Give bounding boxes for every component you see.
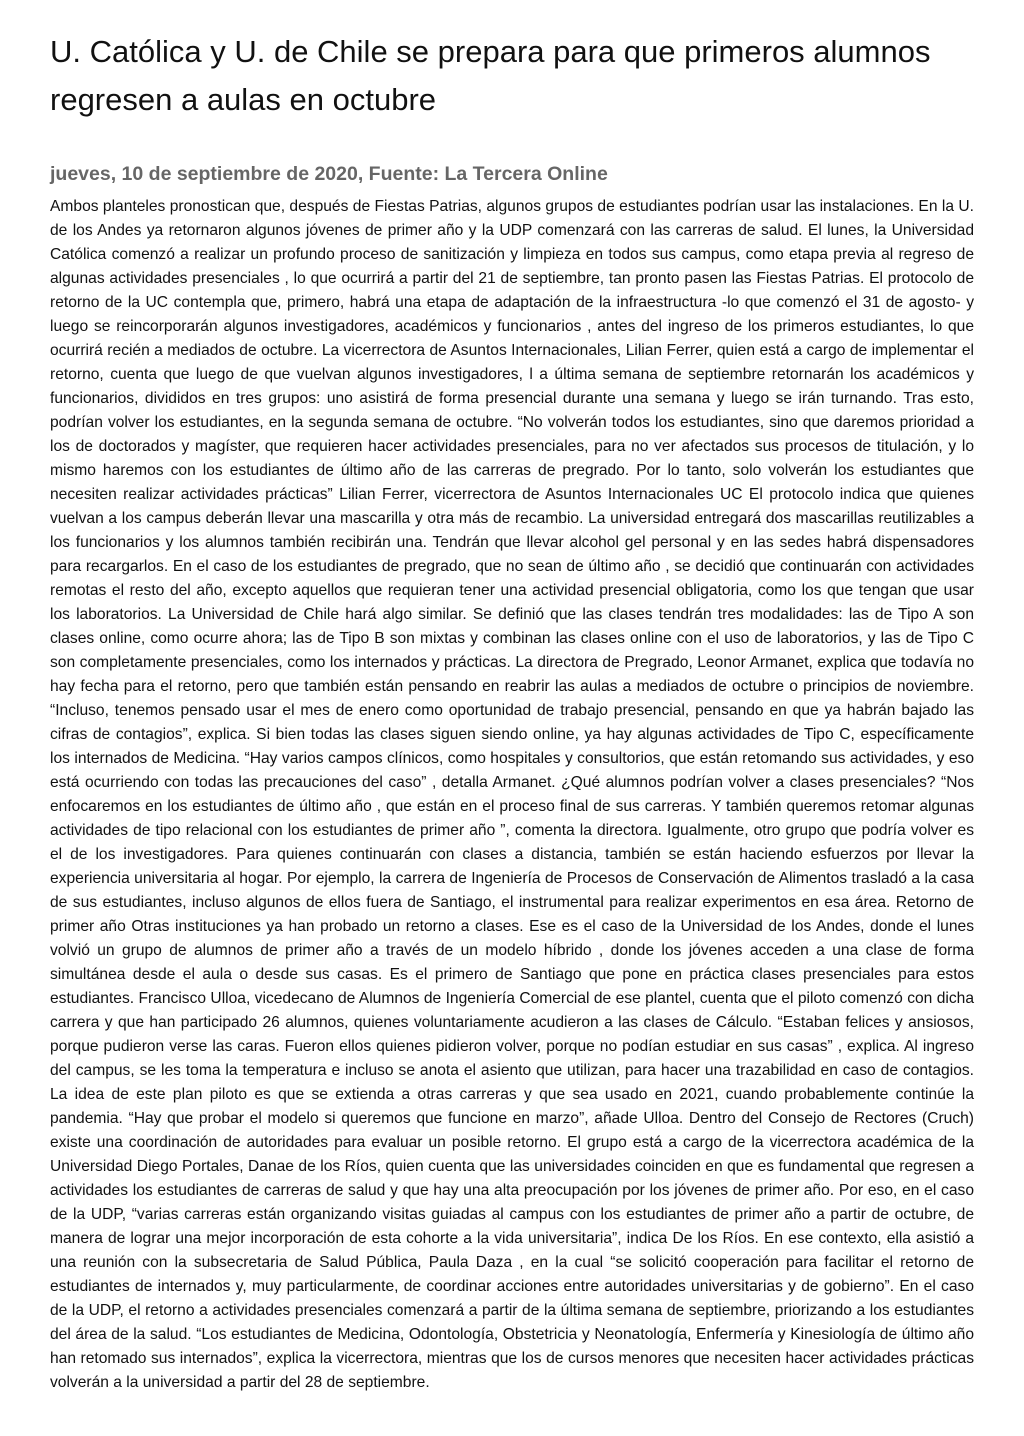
- article-date-source: jueves, 10 de septiembre de 2020, Fuente: La Tercera Online: [50, 163, 608, 185]
- article-body: Ambos planteles pronostican que, después de Fiestas Patrias, algunos grupos de estudiantes podrían usar las instalaciones. En la U. de los Andes ya retornaron algunos jóvenes de primer año y la UDP comenzará con las carreras de salud. El lunes, la Universidad Católica comenzó a realizar un profundo proceso de sanitización y limpieza en todos sus campus, como etapa previa al regreso de algunas actividades presenciales , lo que ocurrirá a partir del 21 de septiembre, tan pronto pasen las Fiestas Patrias. El protocolo de retorno de la UC contempla que, primero, habrá una etapa de adaptación de la infraestructura -lo que comenzó el 31 de agosto- y luego se reincorporarán algunos investigadores, académicos y funcionarios , antes del ingreso de los primeros estudiantes, lo que ocurrirá recién a mediados de octubre. La vicerrectora de Asuntos Internacionales, Lilian Ferrer, quien está a cargo de implementar el retorno, cuenta que luego de que vuelvan algunos investigadores, l a última semana de septiembre retornarán los académicos y funcionarios, divididos en tres grupos: uno asistirá de forma presencial durante una semana y luego se irán turnando. Tras esto, podrían volver los estudiantes, en la segunda semana de octubre. “No volverán todos los estudiantes, sino que daremos prioridad a los de doctorados y magíster, que requieren hacer actividades presenciales, para no ver afectados sus procesos de titulación, y lo mismo haremos con los estudiantes de último año de las carreras de pregrado. Por lo tanto, solo volverán los estudiantes que necesiten realizar actividades prácticas” Lilian Ferrer, vicerrectora de Asuntos Internacionales UC El protocolo indica que quienes vuelvan a los campus deberán llevar una mascarilla y otra más de recambio. La universidad entregará dos mascarillas reutilizables a los funcionarios y los alumnos también recibirán una. Tendrán que llevar alcohol gel personal y en las sedes habrá dispensadores para recargarlos. En el caso de los estudiantes de pregrado, que no sean de último año , se decidió que continuarán con actividades remotas el resto del año, excepto aquellos que requieran tener una actividad presencial obligatoria, como los que tengan que usar los laboratorios. La Universidad de Chile hará algo similar. Se definió que las clases tendrán tres modalidades: las de Tipo A son clases online, como ocurre ahora; las de Tipo B son mixtas y combinan las clases online con el uso de laboratorios, y las de Tipo C son completamente presenciales, como los internados y prácticas. La directora de Pregrado, Leonor Armanet, explica que todavía no hay fecha para el retorno, pero que también están pensando en reabrir las aulas a mediados de octubre o principios de noviembre. “Incluso, tenemos pensado usar el mes de enero como oportunidad de trabajo presencial, pensando en que ya habrán bajado las cifras de contagios”, explica. Si bien todas las clases siguen siendo online, ya hay algunas actividades de Tipo C, específicamente los internados de Medicina. “Hay varios campos clínicos, como hospitales y consultorios, que están retomando sus actividades, y eso está ocurriendo con todas las precauciones del caso” , detalla Armanet. ¿Qué alumnos podrían volver a clases presenciales? “Nos enfocaremos en los estudiantes de último año , que están en el proceso final de sus carreras. Y también queremos retomar algunas actividades de tipo relacional con los estudiantes de primer año ”, comenta la directora. Igualmente, otro grupo que podría volver es el de los investigadores. Para quienes continuarán con clases a distancia, también se están haciendo esfuerzos por llevar la experiencia universitaria al hogar. Por ejemplo, la carrera de Ingeniería de Procesos de Conservación de Alimentos trasladó a la casa de sus estudiantes, incluso algunos de ellos fuera de Santiago, el instrumental para realizar experimentos en esa área. Retorno de primer año Otras instituciones ya han probado un retorno a clases. Ese es el caso de la Universidad de los Andes, donde el lunes volvió un grupo de alumnos de primer año a través de un modelo híbrido , donde los jóvenes acceden a una clase de forma simultánea desde el aula o desde sus casas. Es el primero de Santiago que pone en práctica clases presenciales para estos estudiantes. Francisco Ulloa, vicedecano de Alumnos de Ingeniería Comercial de ese plantel, cuenta que el piloto comenzó con dicha carrera y que han participado 26 alumnos, quienes voluntariamente acudieron a las clases de Cálculo. “Estaban felices y ansiosos, porque pudieron verse las caras. Fueron ellos quienes pidieron volver, porque no podían estudiar en sus casas” , explica. Al ingreso del campus, se les toma la temperatura e incluso se anota el asiento que utilizan, para hacer una trazabilidad en caso de contagios. La idea de este plan piloto es que se extienda a otras carreras y que sea usado en 2021, cuando probablemente continúe la pandemia. “Hay que probar el modelo si queremos que funcione en marzo”, añade Ulloa. Dentro del Consejo de Rectores (Cruch) existe una coordinación de autoridades para evaluar un posible retorno. El grupo está a cargo de la vicerrectora académica de la Universidad Diego Portales, Danae de los Ríos, quien cuenta que las universidades coinciden en que es fundamental que regresen a actividades los estudiantes de carreras de salud y que hay una alta preocupación por los jóvenes de primer año. Por eso, en el caso de la UDP, “varias carreras están organizando visitas guiadas al campus con los estudiantes de primer año a partir de octubre, de manera de lograr una mejor incorporación de esta cohorte a la vida universitaria”, indica De los Ríos. En ese contexto, ella asistió a una reunión con la subsecretaria de Salud Pública, Paula Daza , en la cual “se solicitó cooperación para facilitar el retorno de estudiantes de internados y, muy particularmente, de coordinar acciones entre autoridades universitarias y de gobierno”. En el caso de la UDP, el retorno a actividades presenciales comenzará a partir de la última semana de septiembre, priorizando a los estudiantes del área de la salud. “Los estudiantes de Medicina, Odontología, Obstetricia y Neonatología, Enfermería y Kinesiología de último año han retomado sus internados”, explica la vicerrectora, mientras que los de cursos menores que necesiten hacer actividades prácticas volverán a la universidad a partir del 28 de septiembre.: [50, 198, 974, 1391]
- article-title: U. Católica y U. de Chile se prepara para que primeros alumnos regresen a aulas en octubre: [50, 34, 931, 117]
